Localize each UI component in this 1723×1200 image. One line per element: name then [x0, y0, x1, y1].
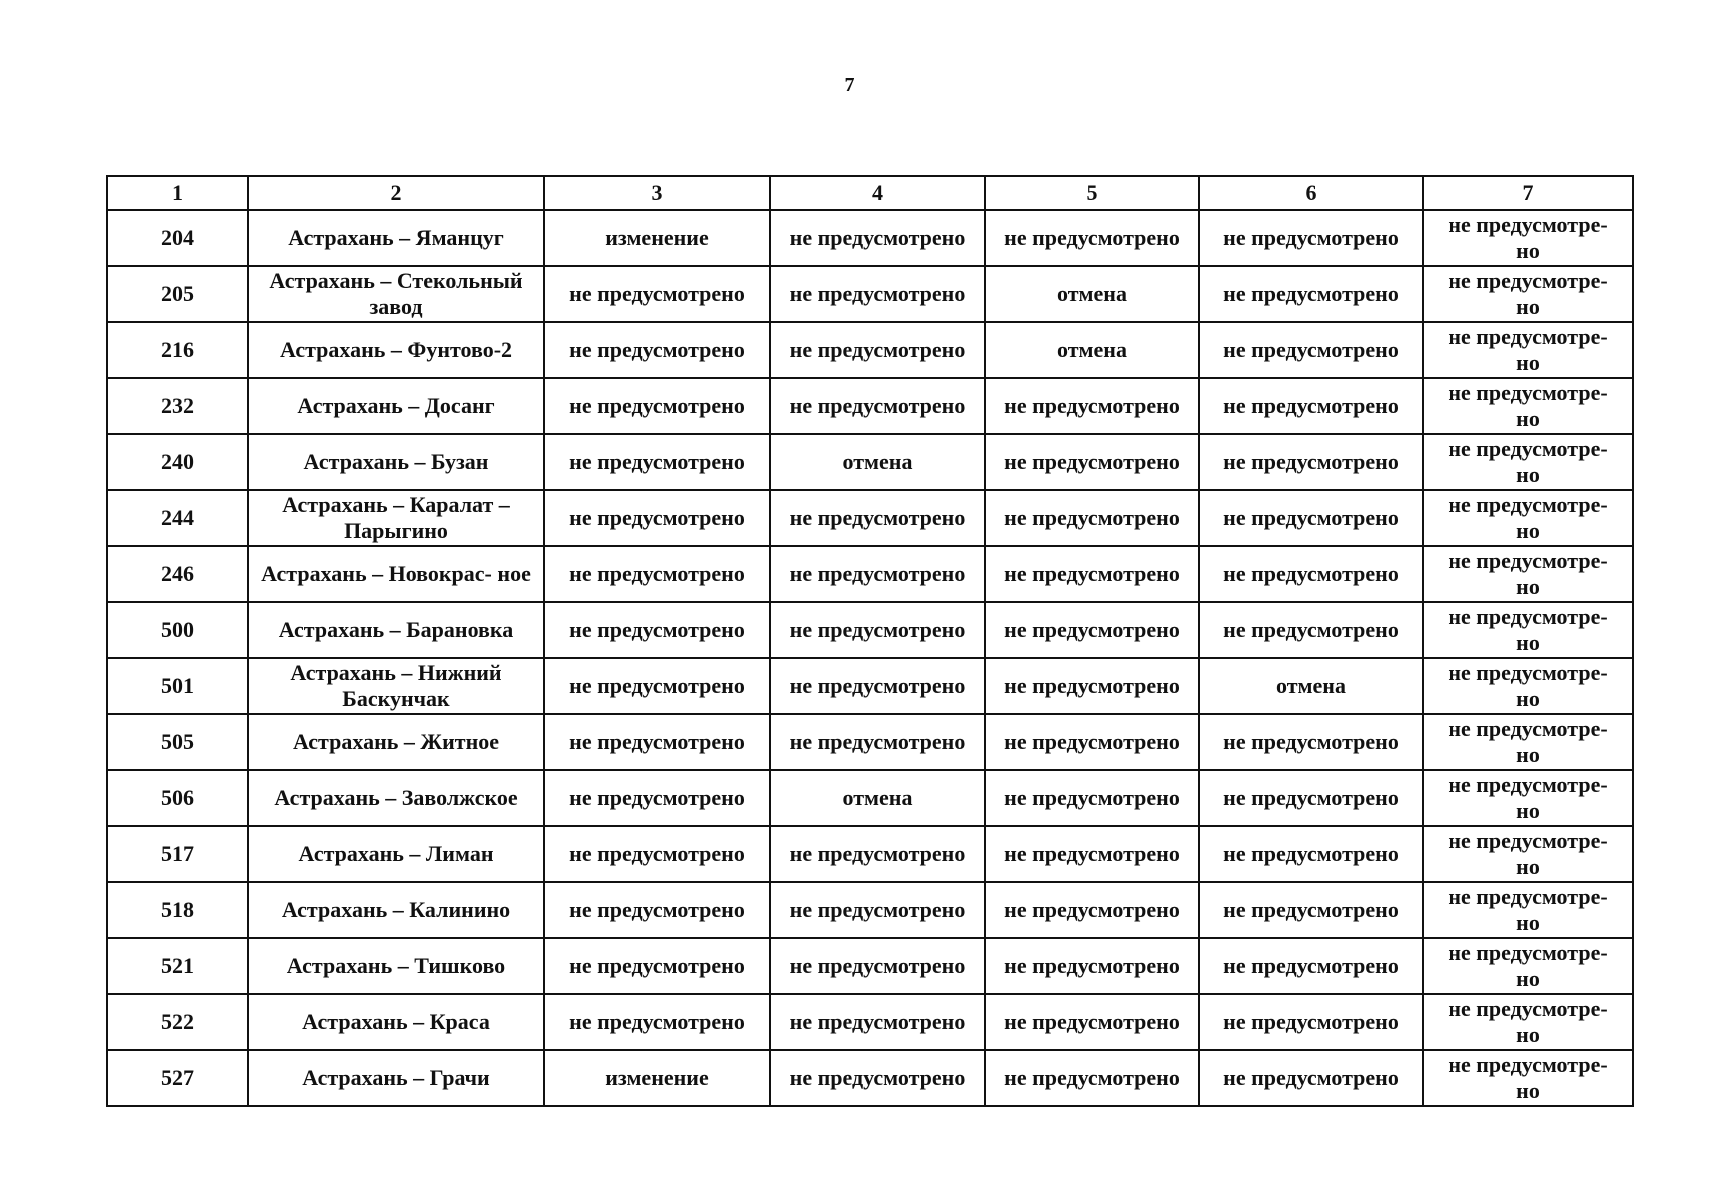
column-6-cell: не предусмотрено: [1199, 210, 1423, 266]
route-number-cell: 246: [107, 546, 248, 602]
route-number-cell: 216: [107, 322, 248, 378]
column-4-cell: не предусмотрено: [770, 714, 985, 770]
column-3-cell: не предусмотрено: [544, 602, 770, 658]
route-name-cell: Астрахань – Барановка: [248, 602, 544, 658]
column-7-text-line-1: не предусмотре-: [1448, 996, 1608, 1021]
column-3-cell: не предусмотрено: [544, 938, 770, 994]
column-3-cell: не предусмотрено: [544, 770, 770, 826]
column-header-3: 3: [544, 176, 770, 210]
column-5-cell: не предусмотрено: [985, 994, 1199, 1050]
route-number-cell: 232: [107, 378, 248, 434]
column-7-cell: [1423, 658, 1633, 714]
route-name-cell: Астрахань – Фунтово-2: [248, 322, 544, 378]
route-number-cell: 517: [107, 826, 248, 882]
route-name-cell: Астрахань – Заволжское: [248, 770, 544, 826]
column-4-cell: не предусмотрено: [770, 1050, 985, 1106]
column-7-text-line-2: но: [1516, 518, 1540, 543]
column-7-text-line-2: но: [1516, 238, 1540, 263]
column-5-cell: не предусмотрено: [985, 490, 1199, 546]
column-7-text-line-1: не предусмотре-: [1448, 660, 1608, 685]
column-7-text-line-2: но: [1516, 686, 1540, 711]
route-number-cell: 244: [107, 490, 248, 546]
column-5-cell: не предусмотрено: [985, 378, 1199, 434]
column-7-text-line-2: но: [1516, 798, 1540, 823]
column-6-cell: не предусмотрено: [1199, 546, 1423, 602]
column-6-cell: не предусмотрено: [1199, 826, 1423, 882]
column-7-text-line-2: но: [1516, 1078, 1540, 1103]
column-6-cell: не предусмотрено: [1199, 378, 1423, 434]
table-row: [107, 322, 1633, 378]
column-7-text-line-2: но: [1516, 350, 1540, 375]
column-7-text-line-2: но: [1516, 966, 1540, 991]
route-name-cell: Астрахань – Каралат – Парыгино: [248, 490, 544, 546]
column-7-text-line-1: не предусмотре-: [1448, 1052, 1608, 1077]
table-row: [107, 826, 1633, 882]
column-7-cell: [1423, 938, 1633, 994]
route-number-cell: 501: [107, 658, 248, 714]
route-number-cell: 505: [107, 714, 248, 770]
column-6-cell: не предусмотрено: [1199, 1050, 1423, 1106]
column-7-text-line-1: не предусмотре-: [1448, 772, 1608, 797]
table-row: [107, 882, 1633, 938]
column-5-cell: не предусмотрено: [985, 602, 1199, 658]
table-body: [107, 210, 1633, 1106]
column-7-text-line-1: не предусмотре-: [1448, 324, 1608, 349]
column-5-cell: не предусмотрено: [985, 770, 1199, 826]
column-4-cell: не предусмотрено: [770, 490, 985, 546]
column-4-cell: не предусмотрено: [770, 938, 985, 994]
column-5-cell: отмена: [985, 266, 1199, 322]
column-7-cell: [1423, 546, 1633, 602]
column-6-cell: не предусмотрено: [1199, 882, 1423, 938]
route-number-cell: 204: [107, 210, 248, 266]
column-3-cell: не предусмотрено: [544, 882, 770, 938]
column-7-text-line-1: не предусмотре-: [1448, 380, 1608, 405]
table-header-row: [107, 176, 1633, 210]
page-number: 7: [844, 74, 855, 96]
column-7-text-line-2: но: [1516, 910, 1540, 935]
column-5-cell: не предусмотрено: [985, 210, 1199, 266]
column-7-text-line-2: но: [1516, 462, 1540, 487]
column-header-1: 1: [107, 176, 248, 210]
column-7-text-line-1: не предусмотре-: [1448, 268, 1608, 293]
table-row: [107, 434, 1633, 490]
column-7-text-line-1: не предусмотре-: [1448, 548, 1608, 573]
table-row: [107, 602, 1633, 658]
column-3-cell: изменение: [544, 210, 770, 266]
route-name-cell: Астрахань – Бузан: [248, 434, 544, 490]
column-4-cell: не предусмотрено: [770, 826, 985, 882]
column-7-cell: [1423, 490, 1633, 546]
column-7-text-line-2: но: [1516, 630, 1540, 655]
column-7-cell: [1423, 266, 1633, 322]
column-3-cell: не предусмотрено: [544, 714, 770, 770]
column-header-4: 4: [770, 176, 985, 210]
route-number-cell: 521: [107, 938, 248, 994]
column-3-cell: не предусмотрено: [544, 546, 770, 602]
table-row: [107, 714, 1633, 770]
column-5-cell: не предусмотрено: [985, 938, 1199, 994]
column-7-cell: [1423, 770, 1633, 826]
column-7-cell: [1423, 378, 1633, 434]
column-6-cell: отмена: [1199, 658, 1423, 714]
column-3-cell: не предусмотрено: [544, 658, 770, 714]
column-7-text-line-2: но: [1516, 294, 1540, 319]
column-5-cell: не предусмотрено: [985, 714, 1199, 770]
route-number-cell: 240: [107, 434, 248, 490]
table-row: [107, 770, 1633, 826]
column-header-7: 7: [1423, 176, 1633, 210]
column-7-cell: [1423, 826, 1633, 882]
column-7-text-line-1: не предусмотре-: [1448, 604, 1608, 629]
column-5-cell: отмена: [985, 322, 1199, 378]
table-row: [107, 546, 1633, 602]
column-3-cell: не предусмотрено: [544, 266, 770, 322]
route-name-cell: Астрахань – Калинино: [248, 882, 544, 938]
column-7-text-line-2: но: [1516, 742, 1540, 767]
table-row: [107, 266, 1633, 322]
column-header-6: 6: [1199, 176, 1423, 210]
column-5-cell: не предусмотрено: [985, 546, 1199, 602]
table-row: [107, 210, 1633, 266]
column-7-text-line-2: но: [1516, 854, 1540, 879]
column-6-cell: не предусмотрено: [1199, 994, 1423, 1050]
column-3-cell: не предусмотрено: [544, 378, 770, 434]
column-4-cell: не предусмотрено: [770, 378, 985, 434]
routes-table: [106, 175, 1634, 1107]
column-6-cell: не предусмотрено: [1199, 322, 1423, 378]
column-7-text-line-1: не предусмотре-: [1448, 492, 1608, 517]
column-7-text-line-2: но: [1516, 574, 1540, 599]
route-name-cell: Астрахань – Тишково: [248, 938, 544, 994]
column-5-cell: не предусмотрено: [985, 882, 1199, 938]
column-6-cell: не предусмотрено: [1199, 938, 1423, 994]
column-5-cell: не предусмотрено: [985, 1050, 1199, 1106]
column-3-cell: не предусмотрено: [544, 826, 770, 882]
column-6-cell: не предусмотрено: [1199, 434, 1423, 490]
column-7-cell: [1423, 994, 1633, 1050]
table-row: [107, 378, 1633, 434]
column-6-cell: не предусмотрено: [1199, 602, 1423, 658]
route-name-cell: Астрахань – Лиман: [248, 826, 544, 882]
column-4-cell: не предусмотрено: [770, 266, 985, 322]
column-5-cell: не предусмотрено: [985, 826, 1199, 882]
column-4-cell: не предусмотрено: [770, 882, 985, 938]
column-7-text-line-1: не предусмотре-: [1448, 436, 1608, 461]
column-4-cell: не предусмотрено: [770, 210, 985, 266]
column-4-cell: отмена: [770, 770, 985, 826]
column-7-text-line-1: не предусмотре-: [1448, 828, 1608, 853]
table-row: [107, 938, 1633, 994]
column-7-text-line-1: не предусмотре-: [1448, 212, 1608, 237]
column-7-cell: [1423, 210, 1633, 266]
column-6-cell: не предусмотрено: [1199, 714, 1423, 770]
route-name-cell: Астрахань – Стекольный завод: [248, 266, 544, 322]
column-3-cell: не предусмотрено: [544, 434, 770, 490]
route-name-cell: Астрахань – Краса: [248, 994, 544, 1050]
route-number-cell: 500: [107, 602, 248, 658]
table-row: [107, 994, 1633, 1050]
column-7-cell: [1423, 434, 1633, 490]
column-4-cell: не предусмотрено: [770, 602, 985, 658]
column-7-text-line-2: но: [1516, 1022, 1540, 1047]
column-6-cell: не предусмотрено: [1199, 266, 1423, 322]
column-3-cell: не предусмотрено: [544, 994, 770, 1050]
column-4-cell: не предусмотрено: [770, 994, 985, 1050]
column-6-cell: не предусмотрено: [1199, 770, 1423, 826]
column-4-cell: не предусмотрено: [770, 546, 985, 602]
route-number-cell: 205: [107, 266, 248, 322]
column-7-cell: [1423, 882, 1633, 938]
table-row: [107, 1050, 1633, 1106]
column-7-cell: [1423, 1050, 1633, 1106]
route-number-cell: 518: [107, 882, 248, 938]
route-number-cell: 527: [107, 1050, 248, 1106]
column-7-cell: [1423, 322, 1633, 378]
column-7-text-line-1: не предусмотре-: [1448, 884, 1608, 909]
column-7-text-line-1: не предусмотре-: [1448, 940, 1608, 965]
column-7-text-line-2: но: [1516, 406, 1540, 431]
route-number-cell: 506: [107, 770, 248, 826]
route-name-cell: Астрахань – Житное: [248, 714, 544, 770]
route-name-cell: Астрахань – Яманцуг: [248, 210, 544, 266]
route-name-cell: Астрахань – Новокрас- ное: [248, 546, 544, 602]
column-4-cell: не предусмотрено: [770, 658, 985, 714]
route-name-cell: Астрахань – Грачи: [248, 1050, 544, 1106]
column-3-cell: не предусмотрено: [544, 322, 770, 378]
column-5-cell: не предусмотрено: [985, 434, 1199, 490]
column-5-cell: не предусмотрено: [985, 658, 1199, 714]
column-4-cell: отмена: [770, 434, 985, 490]
column-7-text-line-1: не предусмотре-: [1448, 716, 1608, 741]
column-4-cell: не предусмотрено: [770, 322, 985, 378]
column-header-5: 5: [985, 176, 1199, 210]
column-7-cell: [1423, 602, 1633, 658]
route-name-cell: Астрахань – Нижний Баскунчак: [248, 658, 544, 714]
column-3-cell: не предусмотрено: [544, 490, 770, 546]
route-name-cell: Астрахань – Досанг: [248, 378, 544, 434]
column-6-cell: не предусмотрено: [1199, 490, 1423, 546]
table-row: [107, 490, 1633, 546]
table-row: [107, 658, 1633, 714]
column-7-cell: [1423, 714, 1633, 770]
route-number-cell: 522: [107, 994, 248, 1050]
column-header-2: 2: [248, 176, 544, 210]
column-3-cell: изменение: [544, 1050, 770, 1106]
